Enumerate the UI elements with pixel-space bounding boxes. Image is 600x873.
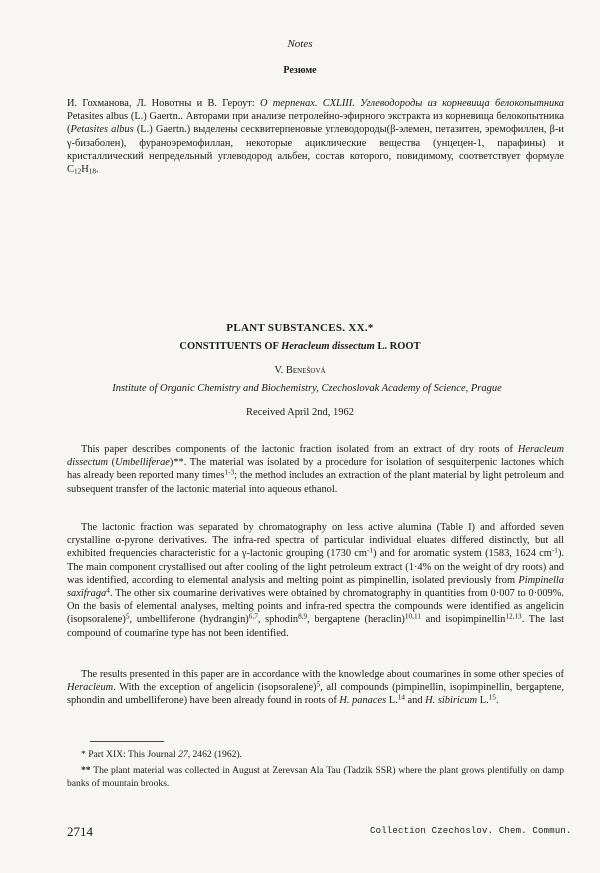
resume-paragraph: И. Гохманова, Л. Новотны и В. Героут: О терпенах. CXLIII. Углеводороды из корневища белокопытника Petasites albus (L.) Gaertn.. Авторами при анализе петролейно-эфирного экстракта из корневища белокопытника (Petasites albus (L.) Gaertn.) выделены сесквитерпеновые углеводороды(β-элемен, петазитен, эремофиллен, β-и γ-бизаболен), фураноэремофиллан, некоторые ациклические вещества (унцецен-1, парафины) и кристаллический непредельный углеводород альбен, состав которого, повидимому, соответствует формуле $C_{12}H_{18}$.: [67, 98, 564, 176]
text-run: Pimpinella saxifraga: [67, 574, 564, 600]
page-number: 2714: [67, 824, 93, 839]
text-run: 4: [106, 586, 110, 595]
text-run: ; the method includes an extraction of the plant material by light petroleum and subsequent transfer of the lactonic material into aqueous ethanol.: [67, 470, 564, 495]
running-head: Notes: [287, 38, 313, 50]
text-run: 12: [73, 167, 82, 176]
text-run: .: [495, 695, 499, 707]
article-author: V. Benešová: [274, 365, 326, 376]
text-run: 8,9: [298, 613, 308, 622]
article-title: PLANT SUBSTANCES. XX.*: [226, 322, 374, 334]
body-paragraph-1: [67, 443, 564, 496]
text-run: , 2462 (1962).: [187, 749, 243, 760]
text-run: L.: [477, 695, 489, 707]
text-run: The plant material was collected in August at Zerevsan Ala Tau (Tadzik SSR) where the plant grows plentifully on damp banks of mountain brooks.: [67, 765, 564, 789]
footnote-2: [67, 765, 564, 790]
text-run: 5: [316, 680, 321, 689]
text-run: 6,7: [248, 613, 258, 622]
body-paragraph-3: [67, 668, 564, 708]
text-run: , bergaptene (heraclin): [307, 614, 405, 626]
text-run: This paper describes components of the lactonic fraction isolated from an extract of dry roots of: [81, 444, 518, 455]
text-run: 14: [397, 694, 405, 703]
text-run: 12,13: [505, 613, 522, 622]
text-run: )**. The material was isolated by a procedure for isolation of sesquiterpenic lactones which has already been reported many times: [67, 457, 564, 482]
text-run: H. panaces: [339, 695, 387, 707]
text-run: ). The main component crystallised out after cooling of the light petroleum extract (1·4% on the weight of dry roots) and was identified, according to elemental analysis and melting point as pimpinellin, isolated previously from: [67, 548, 564, 586]
text-run: Petasites albus: [70, 124, 134, 136]
text-run: Авторами при анализе петролейно-эфирного экстракта из корневища белокопытника (: [67, 111, 564, 136]
text-run: , all compounds (pimpinellin, isopimpinellin, bergaptene, sphondin and umbelliferone) have been already found in roots of: [67, 682, 564, 707]
text-run: . With the exception of angelicin (isopsoralene): [113, 682, 317, 694]
body-paragraph-2: [67, 521, 564, 640]
text-run: * Part XIX: This Journal: [81, 749, 179, 760]
journal-name: Collection Czechoslov. Chem. Commun.: [370, 826, 572, 836]
text-run: 5: [125, 613, 130, 622]
text-run: Heracleum dissectum: [281, 341, 375, 352]
text-run: -1: [551, 547, 558, 556]
text-run: . The last compound of coumarine type has not been identified.: [67, 614, 565, 639]
text-run: 27: [178, 749, 188, 760]
resume-species: Petasites albus (L.) Gaertn.: [67, 111, 181, 123]
footnote-rule: [90, 741, 164, 742]
text-run: .: [95, 164, 99, 176]
text-run: , umbelliferone (hydrangin): [129, 614, 249, 626]
received-date: Received April 2nd, 1962: [246, 407, 354, 418]
text-run: (L.) Gaertn.) выделены сесквитерпеновые углеводороды(β-элемен, петазитен, эремофиллен, β-и γ-бизаболен), фураноэремофиллан, некоторые ациклические вещества (унцецен-1, парафины) и кристаллический непредельный углеводород альбен, состав которого, повидимому, соответствует формуле C: [67, 124, 564, 176]
text-run: , sphodin: [257, 614, 299, 626]
text-run: Umbelliferae: [115, 457, 170, 469]
text-run: CONSTITUENTS OF: [179, 341, 282, 352]
text-run: 18: [88, 167, 96, 176]
text-run: and isopimpinellin: [420, 614, 506, 626]
resume-title: О терпенах. CXLIII. Углеводороды из корневища белокопытника: [260, 98, 564, 109]
resume-authors: И. Гохманова, Л. Новотны и В. Героут:: [67, 98, 255, 109]
text-run: (: [107, 457, 116, 469]
resume-heading: Резюме: [283, 65, 317, 76]
text-run: L.: [386, 695, 398, 707]
text-run: Heracleum dissectum: [67, 444, 564, 469]
text-run: and: [404, 695, 426, 707]
text-run: ) and for aromatic system (1583, 1624 cm: [373, 548, 552, 560]
article-subtitle: [0, 341, 600, 352]
text-run: 15: [488, 694, 496, 703]
text-run: 1-3: [224, 469, 235, 478]
text-run: 10,11: [404, 613, 421, 622]
text-run: . The other six coumarine derivatives were obtained by chromatography in quantities from 0·007 to 0·009%. On the basis of elemental analyses, melting points and infra-red spectra the compounds were identified as angelicin (isopsoralene): [67, 588, 564, 626]
text-run: L. ROOT: [374, 341, 421, 352]
text-run: -1: [367, 547, 374, 556]
text-run: H: [81, 164, 89, 176]
text-run: H. sibiricum: [425, 695, 478, 707]
text-run: **: [81, 765, 91, 776]
text-run: The lactonic fraction was separated by chromatography on less active alumina (Table I) and afforded seven crystalline α-pyrone derivatives. The infra-red spectra of particular individual eluates differed distinctly, but all exhibited frequencies characteristic for a γ-lactonic grouping (1730 cm: [67, 522, 564, 560]
text-run: The results presented in this paper are in accordance with the knowledge about coumarines in some other species of: [81, 669, 564, 680]
article-institution: Institute of Organic Chemistry and Biochemistry, Czechoslovak Academy of Science, Prague: [112, 383, 502, 394]
footnote-1: [67, 749, 564, 762]
text-run: Heracleum: [67, 682, 114, 694]
